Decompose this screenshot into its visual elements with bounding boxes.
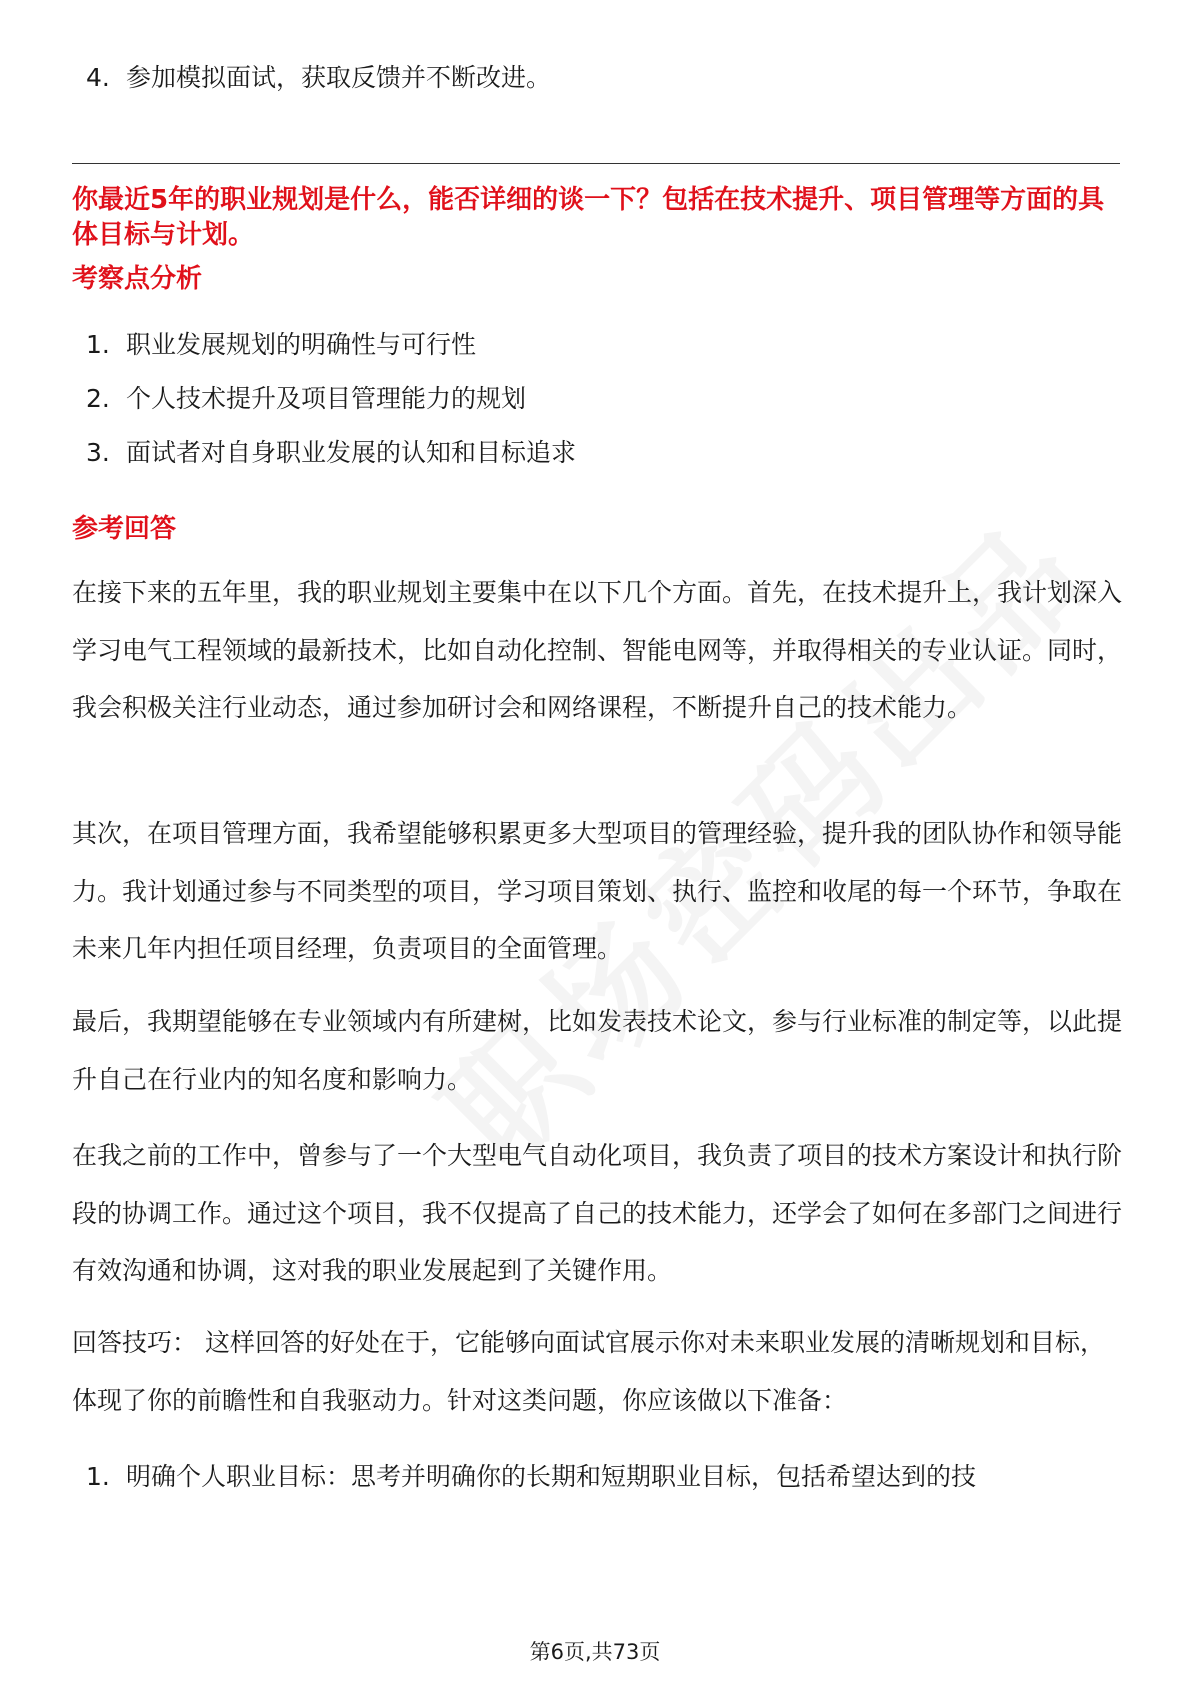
list-text: 明确个人职业目标：思考并明确你的长期和短期职业目标，包括希望达到的技 <box>126 1462 977 1491</box>
answer-paragraph: 其次，在项目管理方面，我希望能够积累更多大型项目的管理经验，提升我的团队协作和领导能力。我计划通过参与不同类型的项目，学习项目策划、执行、监控和收尾的每一个环节，争取在未来几年内担任项目经理，负责项目的全面管理。 <box>72 819 1123 963</box>
list-text: 职业发展规划的明确性与可行性 <box>126 330 477 359</box>
list-item <box>86 438 576 468</box>
list-number: 1. <box>86 330 110 359</box>
list-number: 2. <box>86 384 110 413</box>
list-item <box>86 384 526 414</box>
list-item <box>86 330 476 360</box>
answer-paragraph: 最后，我期望能够在专业领域内有所建树，比如发表技术论文，参与行业标准的制定等，以此提升自己在行业内的知名度和影响力。 <box>72 1007 1123 1094</box>
answer-heading: 参考回答 <box>72 514 177 544</box>
answer-paragraph: 在我之前的工作中，曾参与了一个大型电气自动化项目，我负责了项目的技术方案设计和执行阶段的协调工作。通过这个项目，我不仅提高了自己的技术能力，还学会了如何在多部门之间进行有效沟通和协调，这对我的职业发展起到了关键作用。 <box>72 1141 1123 1285</box>
list-text: 参加模拟面试，获取反馈并不断改进。 <box>126 63 552 92</box>
page-number: 第6页,共73页 <box>529 1640 661 1664</box>
list-item <box>86 63 551 93</box>
answer-tips: 回答技巧： 这样回答的好处在于，它能够向面试官展示你对未来职业发展的清晰规划和目标，体现了你的前瞻性和自我驱动力。针对这类问题，你应该做以下准备： <box>72 1328 1105 1415</box>
list-number: 3. <box>86 438 110 467</box>
analysis-heading: 考察点分析 <box>72 264 203 294</box>
list-number: 1. <box>86 1462 110 1491</box>
list-text: 个人技术提升及项目管理能力的规划 <box>126 384 527 413</box>
divider <box>72 163 1120 164</box>
answer-paragraph: 在接下来的五年里，我的职业规划主要集中在以下几个方面。首先，在技术提升上，我计划深入学习电气工程领域的最新技术，比如自动化控制、智能电网等，并取得相关的专业认证。同时，我会积极关注行业动态，通过参加研讨会和网络课程，不断提升自己的技术能力。 <box>72 578 1123 722</box>
list-number: 4. <box>86 63 110 92</box>
question-title: 你最近5年的职业规划是什么，能否详细的谈一下？包括在技术提升、项目管理等方面的具体目标与计划。 <box>72 185 1105 250</box>
list-item <box>86 1462 976 1492</box>
list-text: 面试者对自身职业发展的认知和目标追求 <box>126 438 577 467</box>
